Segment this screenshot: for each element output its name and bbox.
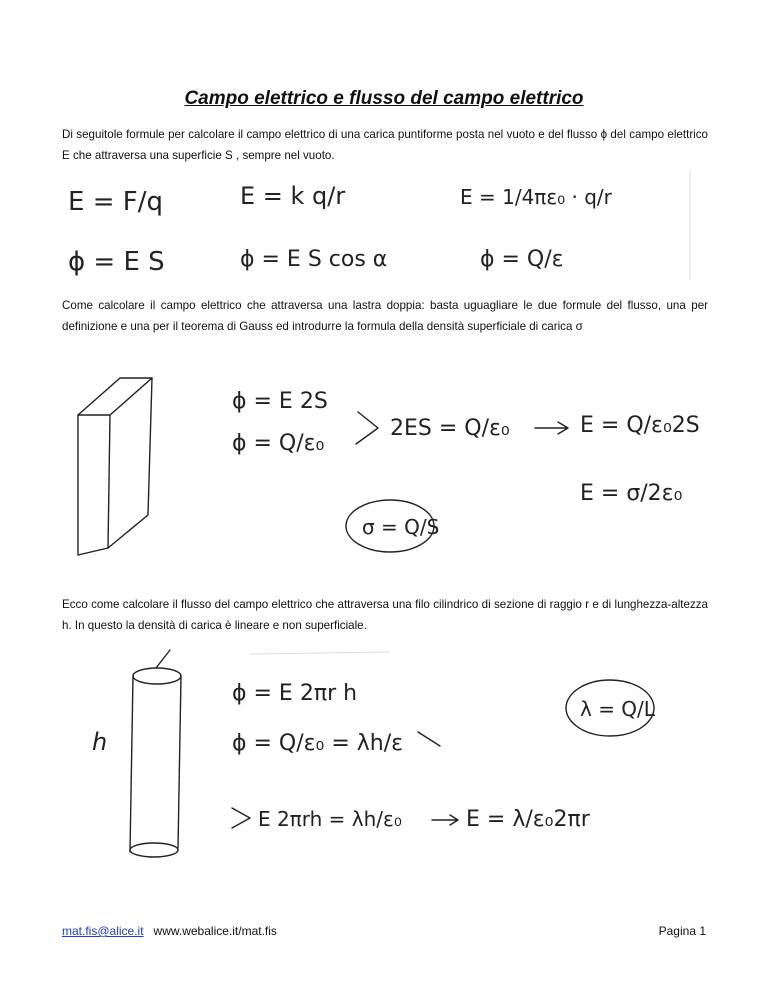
slab-2es-q-eps: 2ES = Q/ε₀ (390, 416, 510, 441)
slab-e-sigma: E = σ/2ε₀ (580, 481, 683, 506)
page-title: Campo elettrico e flusso del campo elettrico (184, 88, 584, 109)
footer-email-link[interactable]: mat.fis@alice.it (62, 924, 144, 938)
cylinder-h-label: h (92, 728, 108, 756)
formula-phi-es: ϕ = E S (68, 247, 165, 277)
cyl-phi-q-eps-lambda: ϕ = Q/ε₀ = λh/ε (232, 731, 404, 756)
cylinder-drawing (130, 650, 181, 857)
intro-paragraph: Di seguitole formule per calcolare il campo elettrico di una carica puntiforme posta nel vuoto e del flusso ϕ del campo elettrico E che attraversa una superficie S , sempre nel vuoto. (62, 128, 708, 162)
formula-e-coulomb: E = 1/4πε₀ · q/r (460, 185, 612, 209)
arrow-right (535, 422, 568, 434)
footer-page-number: Pagina 1 (658, 924, 706, 938)
cyl-phi-e2pirh: ϕ = E 2πr h (232, 681, 358, 706)
footer-website: www.webalice.it/mat.fis (153, 924, 277, 938)
slab-phi-q-eps: ϕ = Q/ε₀ (232, 431, 325, 456)
handwritten-slab-derivation (0, 370, 768, 570)
slab-e-q-2s: E = Q/ε₀2S (580, 413, 700, 438)
cylinder-paragraph: Ecco come calcolare il flusso del campo elettrico che attraversa una filo cilindrico di sezione di raggio r e di lunghezza-altezza h. In questo la densità di carica è lineare e non superficiale. (62, 598, 708, 632)
slab-paragraph: Come calcolare il campo elettrico che attraversa una lastra doppia: basta uguagliare le due formule del flusso, una per definizione e una per il teorema di Gauss ed introdurre la formula della densità superficiale di carica σ (62, 299, 708, 333)
formula-e-f-over-q: E = F/q (68, 187, 163, 217)
bracket-arrow (356, 412, 378, 444)
cyl-arrow-bracket (232, 808, 250, 828)
cyl-arrow-right (432, 815, 458, 825)
handwritten-formulas-point-charge (0, 170, 768, 280)
slab-phi-e2s: ϕ = E 2S (232, 389, 328, 414)
formula-e-k-q-r: E = k q/r (240, 182, 346, 210)
footer-contact (62, 924, 277, 938)
scan-line (250, 652, 390, 654)
cyl-e-lambda: E = λ/ε₀2πr (466, 807, 590, 832)
slab-drawing (78, 378, 152, 555)
slab-sigma-q-s: σ = Q/S (362, 515, 440, 539)
cyl-bracket (418, 732, 440, 746)
cyl-lambda-q-l: λ = Q/L (580, 697, 655, 721)
cyl-e2pirh-lambda: E 2πrh = λh/ε₀ (258, 807, 402, 831)
formula-phi-q-epsilon: ϕ = Q/ε (480, 247, 564, 272)
handwritten-cylinder-derivation (0, 640, 768, 890)
formula-phi-es-cos: ϕ = E S cos α (240, 247, 388, 272)
